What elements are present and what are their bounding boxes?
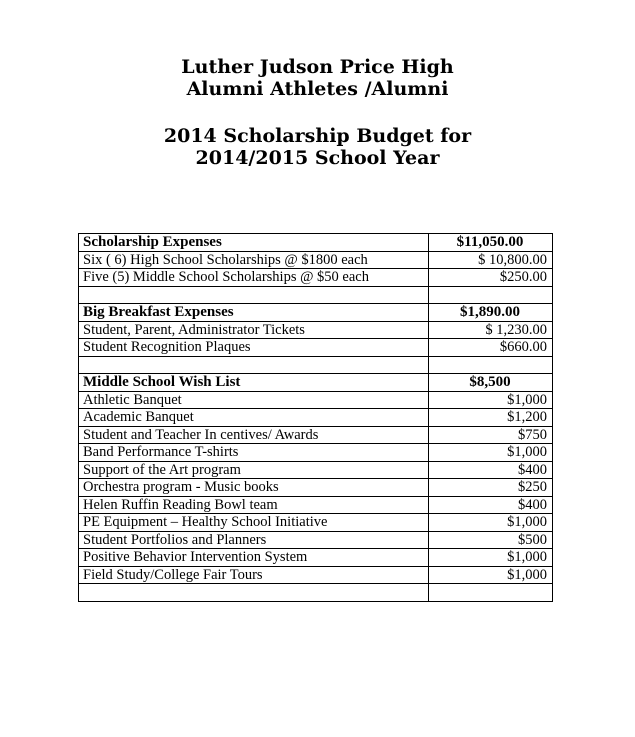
budget-title: 2014 Scholarship Budget for xyxy=(163,125,472,147)
section-header-breakfast xyxy=(79,304,553,322)
item-amount: $1,000 xyxy=(429,391,553,409)
group-name: Alumni Athletes /Alumni xyxy=(186,78,449,100)
item-label: PE Equipment – Healthy School Initiative xyxy=(79,514,429,532)
item-amount: $1,000 xyxy=(429,549,553,567)
item-label: Academic Banquet xyxy=(79,409,429,427)
item-amount: $400 xyxy=(429,496,553,514)
table-row xyxy=(79,409,553,427)
budget-table xyxy=(78,233,553,602)
item-amount: $ 1,230.00 xyxy=(429,321,553,339)
blank-row xyxy=(79,584,553,602)
section-header-scholarship xyxy=(79,234,553,252)
item-label: Field Study/College Fair Tours xyxy=(79,566,429,584)
item-label: Student Recognition Plaques xyxy=(79,339,429,357)
section-total: $11,050.00 xyxy=(429,234,553,252)
item-label: Student Portfolios and Planners xyxy=(79,531,429,549)
table-row xyxy=(79,444,553,462)
table-row xyxy=(79,531,553,549)
item-amount: $250 xyxy=(429,479,553,497)
item-amount: $250.00 xyxy=(429,269,553,287)
school-year: 2014/2015 School Year xyxy=(195,147,440,169)
section-title: Big Breakfast Expenses xyxy=(79,304,429,322)
item-label: Six ( 6) High School Scholarships @ $1800 each xyxy=(79,251,429,269)
table-row xyxy=(79,461,553,479)
section-total: $1,890.00 xyxy=(429,304,553,322)
item-amount: $660.00 xyxy=(429,339,553,357)
item-amount: $ 10,800.00 xyxy=(429,251,553,269)
item-amount: $1,000 xyxy=(429,444,553,462)
table-row xyxy=(79,269,553,287)
item-label: Five (5) Middle School Scholarships @ $50 each xyxy=(79,269,429,287)
blank-row xyxy=(79,356,553,374)
blank-row xyxy=(79,286,553,304)
table-row xyxy=(79,251,553,269)
table-row xyxy=(79,426,553,444)
item-label: Support of the Art program xyxy=(79,461,429,479)
section-title: Middle School Wish List xyxy=(79,374,429,392)
item-amount: $750 xyxy=(429,426,553,444)
table-row xyxy=(79,549,553,567)
section-header-wishlist xyxy=(79,374,553,392)
table-row xyxy=(79,391,553,409)
item-amount: $500 xyxy=(429,531,553,549)
table-row xyxy=(79,514,553,532)
item-label: Helen Ruffin Reading Bowl team xyxy=(79,496,429,514)
item-label: Athletic Banquet xyxy=(79,391,429,409)
item-label: Positive Behavior Intervention System xyxy=(79,549,429,567)
table-row xyxy=(79,496,553,514)
item-label: Orchestra program - Music books xyxy=(79,479,429,497)
item-amount: $400 xyxy=(429,461,553,479)
table-row xyxy=(79,479,553,497)
table-row xyxy=(79,339,553,357)
table-row xyxy=(79,566,553,584)
table-row xyxy=(79,321,553,339)
item-label: Band Performance T-shirts xyxy=(79,444,429,462)
section-total: $8,500 xyxy=(429,374,553,392)
school-name: Luther Judson Price High xyxy=(181,56,454,78)
item-amount: $1,200 xyxy=(429,409,553,427)
item-amount: $1,000 xyxy=(429,514,553,532)
item-label: Student, Parent, Administrator Tickets xyxy=(79,321,429,339)
section-title: Scholarship Expenses xyxy=(79,234,429,252)
item-label: Student and Teacher In centives/ Awards xyxy=(79,426,429,444)
item-amount: $1,000 xyxy=(429,566,553,584)
